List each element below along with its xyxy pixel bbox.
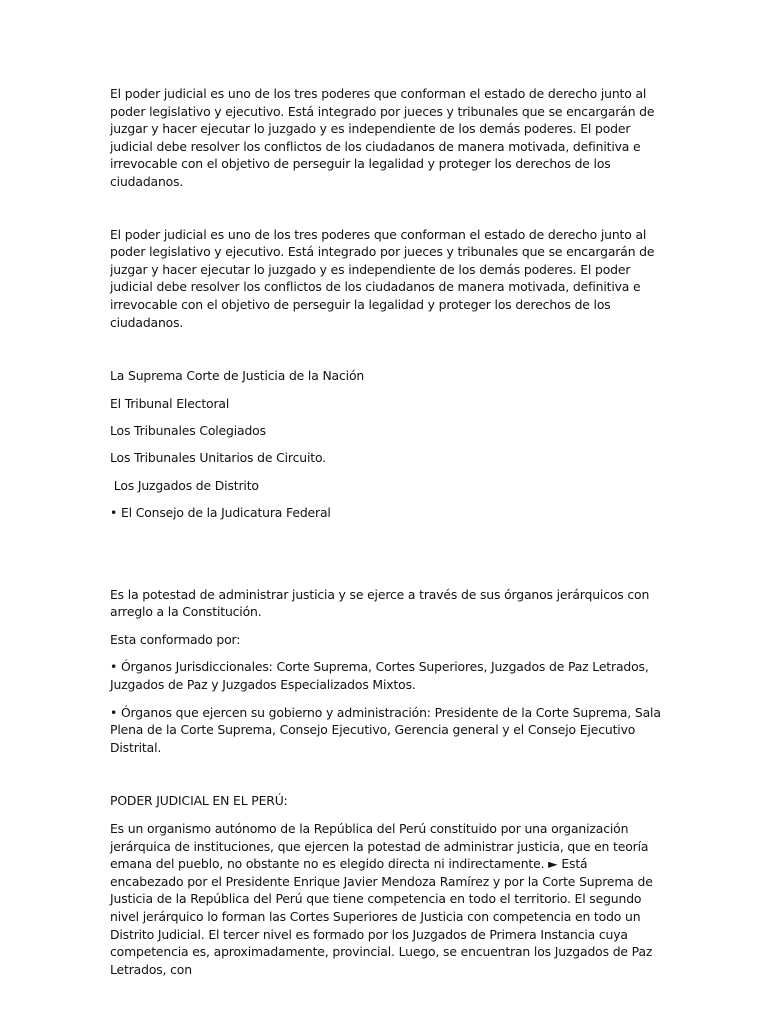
- list-item: Los Juzgados de Distrito: [110, 477, 259, 493]
- list-item: Los Tribunales Unitarios de Circuito.: [110, 450, 326, 466]
- paragraph-1: El poder judicial es uno de los tres poderes que conforman el estado de derecho junto al poder legislativo y ejecutivo. Está integrado por jueces y tribunales que se encargarán de juzgar y hacer ejecutar lo juzgado y es independiente de los demás poderes. El poder judicial debe resolver los conflictos de los ciudadanos de manera motivada, definitiva e irrevocable con el objetivo de perseguir la legalidad y proteger los derechos de los ciudadanos.: [110, 86, 655, 189]
- paragraph-2: El poder judicial es uno de los tres poderes que conforman el estado de derecho junto al poder legislativo y ejecutivo. Está integrado por jueces y tribunales que se encargarán de juzgar y hacer ejecutar lo juzgado y es independiente de los demás poderes. El poder judicial debe resolver los conflictos de los ciudadanos de manera motivada, definitiva e irrevocable con el objetivo de perseguir la legalidad y proteger los derechos de los ciudadanos.: [110, 226, 655, 330]
- document-page: [110, 85, 662, 978]
- paragraph-6: • Órganos que ejercen su gobierno y administración: Presidente de la Corte Suprema, Sala Plena de la Corte Suprema, Consejo Ejecutivo, Gerencia general y el Consejo Ejecutivo Distrital.: [110, 704, 661, 755]
- paragraph-5: • Órganos Jurisdiccionales: Corte Suprema, Cortes Superiores, Juzgados de Paz Letrados, Juzgados de Paz y Juzgados Especializados Mixtos.: [110, 659, 649, 693]
- list-item: • El Consejo de la Judicatura Federal: [110, 505, 331, 521]
- paragraph-4: Esta conformado por:: [110, 631, 241, 647]
- list-item: Los Tribunales Colegiados: [110, 422, 266, 438]
- section-heading: PODER JUDICIAL EN EL PERÚ:: [110, 793, 288, 809]
- list-item: El Tribunal Electoral: [110, 395, 230, 411]
- list-item: La Suprema Corte de Justicia de la Nación: [110, 368, 365, 384]
- paragraph-7: Es un organismo autónomo de la República del Perú constituido por una organización jerárquica de instituciones, que ejercen la potestad de administrar justicia, que en teoría emana del pueblo, no obstante no es elegido directa ni indirectamente. ► Está encabezado por el Presidente Enrique Javier Mendoza Ramírez y por la Corte Suprema de Justicia de la República del Perú que tiene competencia en todo el territorio. El segundo nivel jerárquico lo forman las Cortes Superiores de Justicia con competencia en todo un Distrito Judicial. El tercer nivel es formado por los Juzgados de Primera Instancia cuya competencia es, aproximadamente, provincial. Luego, se encuentran los Juzgados de Paz Letrados, con: [110, 821, 653, 977]
- paragraph-3: Es la potestad de administrar justicia y se ejerce a través de sus órganos jerárquicos con arreglo a la Constitución.: [110, 586, 650, 620]
- courts-list: [110, 367, 662, 522]
